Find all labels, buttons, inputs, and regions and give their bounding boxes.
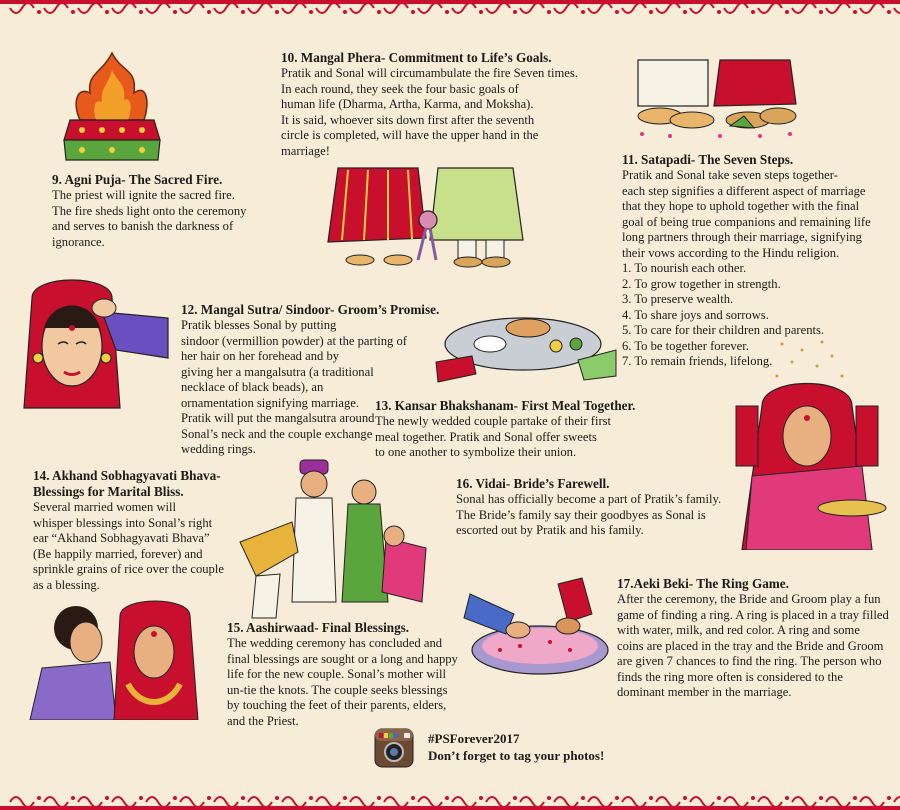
text-line: are given 7 chances to find the ring. The person who	[617, 654, 882, 668]
section-title: 14. Akhand Sobhagyavati Bhava-	[33, 468, 221, 483]
thali-meal-illustration	[428, 300, 618, 396]
sindoor-bride-illustration	[12, 278, 170, 414]
text-line: meal together. Pratik and Sonal offer sweets	[375, 429, 597, 444]
seven-steps-feet-illustration	[630, 56, 802, 142]
text-line: After the ceremony, the Bride and Groom play a fun	[617, 592, 881, 606]
text-line: wedding rings.	[181, 442, 256, 456]
hashtag: #PSForever2017	[428, 731, 520, 746]
text-line: sindoor (vermillion powder) at the parting of	[181, 333, 407, 348]
text-line: long partners through their marriage, signifying	[622, 230, 862, 244]
text-line: un-tie the knots. The couple seeks blessings	[227, 682, 448, 697]
text-line: marriage!	[281, 143, 330, 158]
text-line: that they hope to uphold together with the final	[622, 199, 860, 213]
text-line: ear “Akhand Sobhagyavati Bhava”	[33, 531, 210, 545]
text-line: life for the new couple. Sonal’s mother will	[227, 667, 446, 681]
text-line: to one another to symbolize their union.	[375, 445, 577, 459]
section-title: 13. Kansar Bhakshanam- First Meal Together.	[375, 398, 636, 413]
text-line: final blessings are sought or a long and happy	[227, 651, 458, 666]
text-line: necklace of black beads), an	[181, 380, 324, 394]
section-vidai	[456, 476, 728, 539]
text-line: her hair on her forehead and by	[181, 349, 340, 363]
vidai-bride-illustration	[722, 336, 892, 550]
couple-knot-illustration	[318, 160, 540, 268]
text-line: (Be happily married, forever) and	[33, 546, 203, 561]
text-line: The wedding ceremony has concluded and	[227, 636, 443, 650]
text-line: game of finding a ring. A ring is placed in a tray filled	[617, 607, 889, 622]
vow-item: 2. To grow together in strength.	[622, 276, 781, 291]
section-agni-puja	[52, 172, 282, 250]
text-line: each step signifies a different aspect of marriage	[622, 183, 866, 198]
text-line: In each round, they seek the four basic goals of	[281, 81, 519, 96]
section-title: 10. Mangal Phera- Commitment to Life’s Goals.	[281, 50, 552, 65]
text-line: circle is completed, will have the upper hand in the	[281, 128, 539, 142]
section-aeki-beki	[617, 576, 897, 701]
text-line: ignorance.	[52, 234, 105, 249]
text-line: their vows according to the Hindu religion.	[622, 245, 840, 260]
text-line: escorted out by Pratik and his family.	[456, 523, 644, 537]
aashirwaad-family-illustration	[236, 452, 430, 622]
text-line: and the Priest.	[227, 713, 299, 728]
vow-item: 1. To nourish each other.	[622, 261, 747, 275]
text-line: It is said, whoever sits down first after the seventh	[281, 112, 535, 127]
text-line: The priest will ignite the sacred fire.	[52, 188, 235, 202]
text-line: The newly wedded couple partake of their first	[375, 414, 612, 428]
text-line: Pratik and Sonal take seven steps together-	[622, 168, 838, 182]
section-title: 12. Mangal Sutra/ Sindoor- Groom’s Promise.	[181, 302, 440, 317]
text-line: The Bride’s family say their goodbyes as Sonal is	[456, 507, 706, 522]
text-line: human life (Dharma, Artha, Karma, and Moksha).	[281, 97, 534, 111]
instagram-icon[interactable]	[374, 728, 414, 768]
vow-item: 7. To remain friends, lifelong.	[622, 354, 773, 368]
text-line: Sonal’s neck and the couple exchange	[181, 426, 373, 441]
section-subtitle: Blessings for Marital Bliss.	[33, 484, 184, 499]
text-line: Pratik blesses Sonal by putting	[181, 318, 337, 332]
text-line: dominant member in the marriage.	[617, 685, 792, 699]
section-title: 16. Vidai- Bride’s Farewell.	[456, 476, 610, 491]
vow-item: 6. To be together forever.	[622, 338, 749, 353]
section-title: 9. Agni Puja- The Sacred Fire.	[52, 172, 223, 187]
text-line: by touching the feet of their parents, elders,	[227, 698, 447, 712]
text-line: Pratik and Sonal will circumambulate the fire Seven times.	[281, 66, 578, 80]
sacred-fire-illustration	[62, 48, 162, 166]
text-line: sprinkle grains of rice over the couple	[33, 562, 224, 576]
text-line: coins are placed in the tray and the Bride and Groom	[617, 638, 884, 653]
text-line: whisper blessings into Sonal’s right	[33, 515, 213, 530]
text-line: goal of being true companions and remaining life	[622, 214, 871, 229]
text-line: Several married women will	[33, 500, 177, 514]
tag-photos-cta: Don’t forget to tag your photos!	[428, 748, 605, 763]
text-line: Sonal has officially become a part of Pratik’s family.	[456, 492, 722, 506]
footer-tagline	[428, 730, 604, 764]
section-title: 11. Satapadi- The Seven Steps.	[622, 152, 794, 167]
text-line: as a blessing.	[33, 577, 100, 592]
text-line: giving her a mangalsutra (a traditional	[181, 364, 374, 379]
bottom-border-pattern	[0, 788, 900, 810]
whispering-women-illustration	[20, 598, 202, 720]
ring-game-tray-illustration	[460, 574, 610, 682]
vow-item: 3. To preserve wealth.	[622, 292, 734, 306]
vow-item: 4. To share joys and sorrows.	[622, 307, 769, 322]
top-border-pattern	[0, 0, 900, 22]
section-title: 15. Aashirwaad- Final Blessings.	[227, 620, 410, 635]
text-line: ornamentation signifying marriage.	[181, 395, 360, 410]
section-title: 17.Aeki Beki- The Ring Game.	[617, 576, 789, 591]
section-mangal-phera	[281, 50, 611, 159]
vow-item: 5. To care for their children and parents.	[622, 323, 825, 337]
text-line: finds the ring more often is considered to the	[617, 669, 843, 684]
text-line: Pratik will put the mangalsutra around	[181, 411, 375, 425]
text-line: with water, milk, and red color. A ring and some	[617, 623, 860, 637]
text-line: and serves to banish the darkness of	[52, 219, 234, 233]
text-line: The fire sheds light onto the ceremony	[52, 203, 247, 218]
